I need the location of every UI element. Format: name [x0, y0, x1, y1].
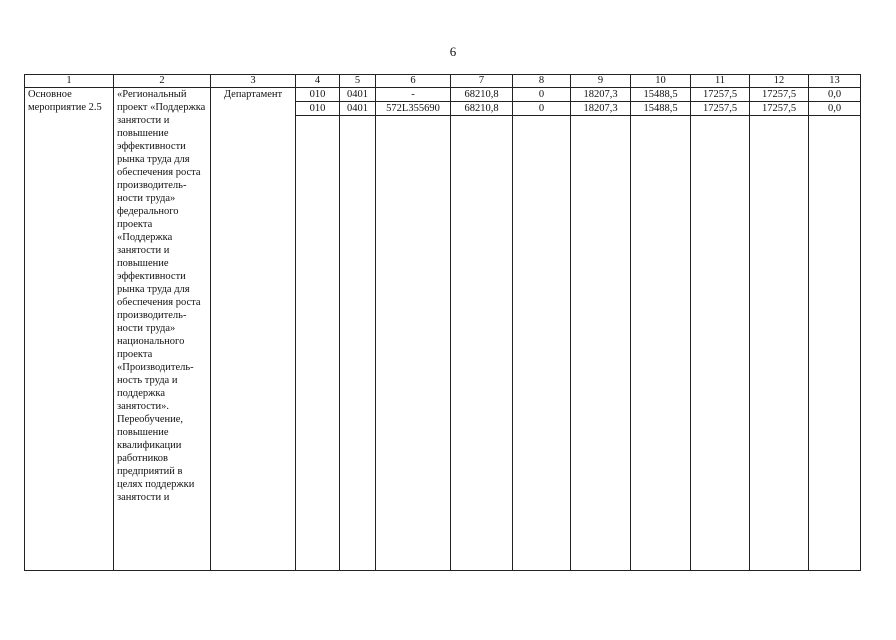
table-cell: 68210,8 — [451, 88, 513, 102]
empty-cell — [376, 116, 451, 571]
empty-cell — [340, 116, 376, 571]
table-cell: 15488,5 — [631, 88, 691, 102]
empty-cell — [513, 116, 571, 571]
table-cell: 17257,5 — [691, 88, 750, 102]
header-cell-6: 6 — [376, 75, 451, 88]
header-cell-9: 9 — [571, 75, 631, 88]
header-cell-8: 8 — [513, 75, 571, 88]
table-cell: 0 — [513, 102, 571, 116]
header-cell-1: 1 — [25, 75, 114, 88]
table-cell: 68210,8 — [451, 102, 513, 116]
header-row — [25, 75, 861, 88]
budget-table — [24, 74, 861, 571]
table-cell: 0,0 — [809, 102, 861, 116]
table-cell: 18207,3 — [571, 102, 631, 116]
header-cell-3: 3 — [211, 75, 296, 88]
table-cell: 15488,5 — [631, 102, 691, 116]
table-cell: 17257,5 — [750, 102, 809, 116]
header-cell-13: 13 — [809, 75, 861, 88]
header-cell-7: 7 — [451, 75, 513, 88]
table-row — [25, 88, 861, 102]
empty-cell — [296, 116, 340, 571]
measure-description-cell: «Региональный проект «Поддержка занятости и повышение эффективности рынка труда для обеспечения роста производитель-ности труда» федерального проекта «Поддержка занятости и повышение эффективности рынка труда для обеспечения роста производитель-ности труда» национального проекта «Производитель-ность труда и поддержка занятости». Переобучение, повышение квалификации работников предприятий в целях поддержки занятости и — [114, 88, 211, 571]
header-cell-10: 10 — [631, 75, 691, 88]
empty-cell — [571, 116, 631, 571]
header-cell-2: 2 — [114, 75, 211, 88]
empty-cell — [451, 116, 513, 571]
header-cell-5: 5 — [340, 75, 376, 88]
table-cell: 18207,3 — [571, 88, 631, 102]
measure-name-cell: Основное мероприятие 2.5 — [25, 88, 114, 571]
header-cell-12: 12 — [750, 75, 809, 88]
executor-cell: Департамент — [211, 88, 296, 571]
empty-cell — [631, 116, 691, 571]
table-cell: - — [376, 88, 451, 102]
table-cell: 17257,5 — [750, 88, 809, 102]
empty-cell — [750, 116, 809, 571]
page-number: 6 — [449, 44, 457, 59]
table-cell: 0,0 — [809, 88, 861, 102]
empty-cell — [809, 116, 861, 571]
table-cell: 010 — [296, 88, 340, 102]
empty-cell — [691, 116, 750, 571]
table-cell: 17257,5 — [691, 102, 750, 116]
table-cell: 0 — [513, 88, 571, 102]
table-cell: 010 — [296, 102, 340, 116]
table-cell: 0401 — [340, 102, 376, 116]
header-cell-11: 11 — [691, 75, 750, 88]
table-cell: 572L355690 — [376, 102, 451, 116]
table-cell: 0401 — [340, 88, 376, 102]
header-cell-4: 4 — [296, 75, 340, 88]
